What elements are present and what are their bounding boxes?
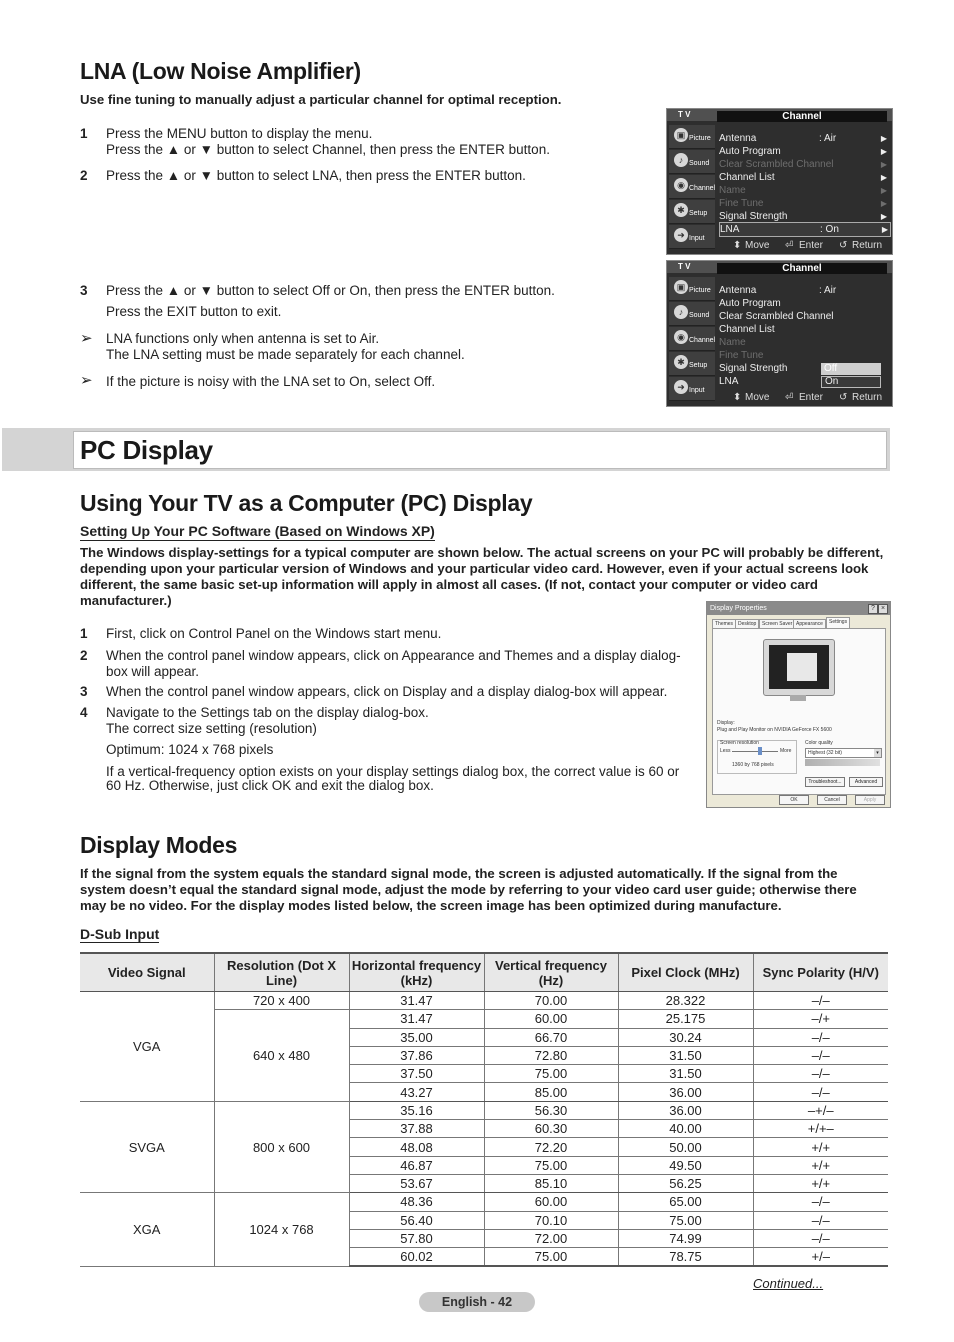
tv-label: T V xyxy=(678,110,691,119)
menu-title: Channel xyxy=(717,263,887,274)
cell-horizontal-frequency: 56.40 xyxy=(349,1211,484,1229)
step-text: First, click on Control Panel on the Windows start menu. xyxy=(106,626,442,641)
cell-vertical-frequency: 75.00 xyxy=(484,1156,618,1174)
step-text: When the control panel window appears, click on Display and a display dialog-box will appear. xyxy=(106,684,668,699)
header-pixel-clock: Pixel Clock (MHz) xyxy=(618,953,753,992)
cell-pixel-clock: 78.75 xyxy=(618,1248,753,1267)
picture-icon: ▣ xyxy=(674,128,688,142)
step-text: Press the MENU button to display the menu. xyxy=(106,126,373,141)
cell-vertical-frequency: 85.00 xyxy=(484,1083,618,1101)
menu-item-fine-tune: Fine Tune ▶ xyxy=(719,198,887,209)
apply-button[interactable]: Apply xyxy=(855,795,885,805)
cell-horizontal-frequency: 35.00 xyxy=(349,1028,484,1046)
arrow-right-icon: ▶ xyxy=(880,173,887,182)
side-item-input[interactable]: ➜ Input xyxy=(669,225,715,249)
resolution-slider-track[interactable] xyxy=(732,751,778,752)
pc-subtitle: Setting Up Your PC Software (Based on Windows XP) xyxy=(80,523,435,539)
cell-vertical-frequency: 60.00 xyxy=(484,1193,618,1211)
cell-sync-polarity: –/– xyxy=(753,1211,888,1229)
menu-item-fine-tune: Fine Tune xyxy=(719,350,764,361)
display-modes-table xyxy=(80,952,888,1267)
setup-icon: ✱ xyxy=(674,203,688,217)
cell-vertical-frequency: 75.00 xyxy=(484,1065,618,1083)
cell-sync-polarity: –/– xyxy=(753,1046,888,1064)
cell-resolution: 800 x 600 xyxy=(214,1101,349,1192)
menu-item-antenna[interactable]: Antenna : Air ▶ xyxy=(719,133,887,144)
arrow-right-icon: ▶ xyxy=(880,134,887,143)
banner-inner xyxy=(73,431,887,469)
cell-sync-polarity: –/– xyxy=(753,1065,888,1083)
more-label: More xyxy=(780,748,792,754)
enter-icon: ⏎ xyxy=(785,240,794,251)
cell-vertical-frequency: 60.30 xyxy=(484,1120,618,1138)
lna-title: LNA (Low Noise Amplifier) xyxy=(80,58,361,84)
cell-pixel-clock: 28.322 xyxy=(618,992,753,1010)
menu-item-antenna[interactable]: Antenna : Air xyxy=(719,285,837,296)
channel-icon: ◉ xyxy=(674,330,688,344)
help-icon[interactable]: ? xyxy=(868,604,878,614)
cell-vertical-frequency: 60.00 xyxy=(484,1010,618,1028)
cell-horizontal-frequency: 57.80 xyxy=(349,1229,484,1247)
menu-footer: ⬍ Move ⏎ Enter ↺ Return xyxy=(733,240,883,251)
header-resolution: Resolution (Dot X Line) xyxy=(214,953,349,992)
monitor-icon xyxy=(763,639,835,696)
step-number: 2 xyxy=(80,168,88,183)
menu-item-channel-list[interactable]: Channel List xyxy=(719,324,775,335)
cell-sync-polarity: –/– xyxy=(753,1083,888,1101)
cell-vertical-frequency: 85.10 xyxy=(484,1174,618,1192)
menu-item-signal-strength[interactable]: Signal Strength ▶ xyxy=(719,211,887,222)
table-header-row xyxy=(80,953,888,992)
cell-vertical-frequency: 56.30 xyxy=(484,1101,618,1119)
input-icon: ➜ xyxy=(674,380,688,394)
cell-resolution: 1024 x 768 xyxy=(214,1193,349,1267)
channel-icon: ◉ xyxy=(674,178,688,192)
cell-vertical-frequency: 72.00 xyxy=(484,1229,618,1247)
resolution-group xyxy=(717,740,797,774)
chevron-down-icon[interactable]: ▾ xyxy=(874,749,881,757)
side-item-setup[interactable]: ✱ Setup xyxy=(669,352,715,376)
arrow-right-icon: ▶ xyxy=(880,212,887,221)
cell-pixel-clock: 25.175 xyxy=(618,1010,753,1028)
tab-desktop[interactable]: Desktop xyxy=(735,619,759,629)
step-number: 3 xyxy=(80,283,88,298)
screen-window xyxy=(787,653,817,681)
menu-item-clear-scrambled: Clear Scrambled Channel ▶ xyxy=(719,159,887,170)
advanced-button[interactable]: Advanced xyxy=(849,777,883,787)
move-icon: ⬍ xyxy=(733,392,742,403)
page-number: English - 42 xyxy=(419,1292,535,1312)
resolution-label: Screen resolution xyxy=(720,740,759,746)
color-quality-label: Color quality xyxy=(805,740,833,746)
step-number: 3 xyxy=(80,684,88,699)
input-icon: ➜ xyxy=(674,228,688,242)
side-item-sound[interactable]: ♪ Sound xyxy=(669,150,715,174)
menu-item-name: Name ▶ xyxy=(719,185,887,196)
lna-intro: Use fine tuning to manually adjust a particular channel for optimal reception. xyxy=(80,92,562,107)
side-item-picture[interactable]: ▣ Picture xyxy=(669,277,715,301)
step-text: When the control panel window appears, click on Appearance and Themes and a display dialog- xyxy=(106,648,681,663)
cell-sync-polarity: –/– xyxy=(753,1229,888,1247)
cell-pixel-clock: 31.50 xyxy=(618,1065,753,1083)
banner-title: PC Display xyxy=(80,435,213,465)
table-body xyxy=(80,992,888,1267)
note-text: LNA functions only when antenna is set to Air. xyxy=(106,331,380,346)
cell-pixel-clock: 36.00 xyxy=(618,1101,753,1119)
cell-horizontal-frequency: 37.88 xyxy=(349,1120,484,1138)
tab-settings[interactable]: Settings xyxy=(826,617,850,629)
step-text: box will appear. xyxy=(106,664,200,679)
cell-video-signal: XGA xyxy=(80,1193,214,1267)
cell-vertical-frequency: 70.10 xyxy=(484,1211,618,1229)
tab-screen-saver[interactable]: Screen Saver xyxy=(759,619,795,629)
cell-horizontal-frequency: 46.87 xyxy=(349,1156,484,1174)
cell-sync-polarity: +/+ xyxy=(753,1174,888,1192)
resolution-value: 1360 by 768 pixels xyxy=(732,762,774,768)
tab-appearance[interactable]: Appearance xyxy=(793,619,826,629)
step-text: Press the ▲ or ▼ button to select LNA, then press the ENTER button. xyxy=(106,168,526,183)
cell-sync-polarity: –/– xyxy=(753,1028,888,1046)
menu-title: Channel xyxy=(717,111,887,122)
monitor-stand xyxy=(790,695,806,701)
note-text: If the picture is noisy with the LNA set to On, select Off. xyxy=(106,374,436,389)
step-text: Optimum: 1024 x 768 pixels xyxy=(106,742,274,757)
move-icon: ⬍ xyxy=(733,240,742,251)
cell-pixel-clock: 50.00 xyxy=(618,1138,753,1156)
sound-icon: ♪ xyxy=(674,305,688,319)
header-horizontal-frequency: Horizontal frequency (kHz) xyxy=(349,953,484,992)
arrow-right-icon: ▶ xyxy=(880,199,887,208)
cell-vertical-frequency: 75.00 xyxy=(484,1248,618,1267)
step-text: Press the ▲ or ▼ button to select Channel, then press the ENTER button. xyxy=(106,142,550,157)
menu-item-auto-program[interactable]: Auto Program ▶ xyxy=(719,146,887,157)
dialog-title: Display Properties xyxy=(710,605,767,612)
dialog-titlebar xyxy=(707,602,890,615)
modes-intro: If the signal from the system equals the standard signal mode, the screen is adjusted automatically. If the signal from the system doesn’t equal the standard signal mode, adjust the mode by referring to your video card user guide; otherwise there may be no video. For the display modes listed below, the screen image has been optimized during manufacture. xyxy=(80,866,857,913)
cell-pixel-clock: 75.00 xyxy=(618,1211,753,1229)
cell-sync-polarity: –/+ xyxy=(753,1010,888,1028)
cell-pixel-clock: 36.00 xyxy=(618,1083,753,1101)
tv-menu-channel-1 xyxy=(666,108,893,255)
lna-option-on[interactable]: On xyxy=(821,376,881,388)
note-arrow-icon: ➢ xyxy=(80,372,93,389)
cell-sync-polarity: –/– xyxy=(753,992,888,1010)
pc-intro: The Windows display-settings for a typical computer are shown below. The actual screens on your PC will probably be different, depending upon your particular version of Windows and your particular video card. However, even if your actual screens look different, the same basic set-up information will apply in almost all cases. (If not, contact your computer or video card manufacturer.) xyxy=(80,545,884,608)
menu-item-channel-list[interactable]: Channel List ▶ xyxy=(719,172,887,183)
less-label: Less xyxy=(720,748,731,754)
display-value: Plug and Play Monitor on NVIDIA GeForce FX 5600 xyxy=(717,727,832,733)
table-row xyxy=(80,1101,888,1119)
return-icon: ↺ xyxy=(839,240,848,251)
color-quality-value: Highest (32 bit) xyxy=(808,750,842,756)
cell-vertical-frequency: 66.70 xyxy=(484,1028,618,1046)
tv-label: T V xyxy=(678,262,691,271)
cancel-button[interactable]: Cancel xyxy=(817,795,847,805)
cell-horizontal-frequency: 53.67 xyxy=(349,1174,484,1192)
cell-video-signal: VGA xyxy=(80,992,214,1102)
cell-horizontal-frequency: 43.27 xyxy=(349,1083,484,1101)
continued-label: Continued... xyxy=(753,1276,824,1291)
cell-vertical-frequency: 72.80 xyxy=(484,1046,618,1064)
sound-icon: ♪ xyxy=(674,153,688,167)
cell-pixel-clock: 56.25 xyxy=(618,1174,753,1192)
cell-sync-polarity: +/– xyxy=(753,1248,888,1267)
cell-horizontal-frequency: 48.36 xyxy=(349,1193,484,1211)
table-row xyxy=(80,992,888,1010)
pc-title: Using Your TV as a Computer (PC) Display xyxy=(80,490,533,516)
step-text: Press the ▲ or ▼ button to select Off or On, then press the ENTER button. xyxy=(106,283,555,298)
note-text: The LNA setting must be made separately for each channel. xyxy=(106,347,465,362)
color-quality-select[interactable] xyxy=(805,748,882,758)
cell-sync-polarity: +/+ xyxy=(753,1156,888,1174)
cell-resolution: 720 x 400 xyxy=(214,992,349,1010)
setup-icon: ✱ xyxy=(674,355,688,369)
side-item-input[interactable]: ➜ Input xyxy=(669,377,715,401)
arrow-right-icon: ▶ xyxy=(880,160,887,169)
header-video-signal: Video Signal xyxy=(80,953,214,992)
cell-sync-polarity: –/– xyxy=(753,1193,888,1211)
display-label: Display: xyxy=(717,720,735,726)
step-text: Navigate to the Settings tab on the display dialog-box. xyxy=(106,705,429,720)
menu-footer: ⬍ Move ⏎ Enter ↺ Return xyxy=(733,392,883,403)
section-banner xyxy=(2,428,890,471)
enter-icon: ⏎ xyxy=(785,392,794,403)
step-text: 60 Hz. Otherwise, just click OK and exit the dialog box. xyxy=(106,778,434,793)
cell-pixel-clock: 31.50 xyxy=(618,1046,753,1064)
arrow-right-icon: ▶ xyxy=(881,225,888,234)
cell-horizontal-frequency: 37.86 xyxy=(349,1046,484,1064)
cell-horizontal-frequency: 48.08 xyxy=(349,1138,484,1156)
cell-horizontal-frequency: 31.47 xyxy=(349,1010,484,1028)
cell-sync-polarity: –+/– xyxy=(753,1101,888,1119)
color-bar xyxy=(805,759,880,766)
menu-item-signal-strength[interactable]: Signal Strength xyxy=(719,363,788,374)
arrow-right-icon: ▶ xyxy=(880,186,887,195)
side-item-setup[interactable]: ✱ Setup xyxy=(669,200,715,224)
close-icon[interactable]: × xyxy=(878,604,888,614)
step-number: 1 xyxy=(80,126,88,141)
cell-horizontal-frequency: 37.50 xyxy=(349,1065,484,1083)
cell-horizontal-frequency: 60.02 xyxy=(349,1248,484,1267)
menu-item-lna[interactable]: LNA xyxy=(719,376,739,387)
cell-vertical-frequency: 72.20 xyxy=(484,1138,618,1156)
ok-button[interactable]: OK xyxy=(779,795,809,805)
cell-pixel-clock: 30.24 xyxy=(618,1028,753,1046)
menu-item-name: Name xyxy=(719,337,746,348)
cell-resolution: 640 x 480 xyxy=(214,1010,349,1101)
side-item-sound[interactable]: ♪ Sound xyxy=(669,302,715,326)
cell-horizontal-frequency: 35.16 xyxy=(349,1101,484,1119)
step-number: 1 xyxy=(80,626,88,641)
cell-horizontal-frequency: 31.47 xyxy=(349,992,484,1010)
menu-item-auto-program[interactable]: Auto Program xyxy=(719,298,781,309)
modes-title: Display Modes xyxy=(80,832,238,858)
side-item-channel[interactable]: ◉ Channel xyxy=(669,327,715,351)
resolution-slider-handle[interactable] xyxy=(758,747,762,755)
arrow-right-icon: ▶ xyxy=(880,147,887,156)
cell-pixel-clock: 65.00 xyxy=(618,1193,753,1211)
side-item-channel[interactable]: ◉ Channel xyxy=(669,175,715,199)
step-text: The correct size setting (resolution) xyxy=(106,721,317,736)
side-item-picture[interactable]: ▣ Picture xyxy=(669,125,715,149)
cell-sync-polarity: +/+– xyxy=(753,1120,888,1138)
cell-vertical-frequency: 70.00 xyxy=(484,992,618,1010)
cell-pixel-clock: 74.99 xyxy=(618,1229,753,1247)
note-arrow-icon: ➢ xyxy=(80,330,93,347)
dsub-heading: D-Sub Input xyxy=(80,926,160,942)
cell-video-signal: SVGA xyxy=(80,1101,214,1192)
step-text: Press the EXIT button to exit. xyxy=(106,304,282,319)
step-number: 2 xyxy=(80,648,88,663)
display-properties-dialog xyxy=(706,601,891,808)
menu-item-clear-scrambled[interactable]: Clear Scrambled Channel xyxy=(719,311,834,322)
troubleshoot-button[interactable]: Troubleshoot... xyxy=(805,777,845,787)
header-sync-polarity: Sync Polarity (H/V) xyxy=(753,953,888,992)
header-vertical-frequency: Vertical frequency (Hz) xyxy=(484,953,618,992)
menu-item-lna[interactable]: LNA : On ▶ xyxy=(719,222,891,237)
settings-panel xyxy=(712,628,886,795)
cell-sync-polarity: +/+ xyxy=(753,1138,888,1156)
cell-pixel-clock: 49.50 xyxy=(618,1156,753,1174)
step-number: 4 xyxy=(80,705,88,720)
cell-pixel-clock: 40.00 xyxy=(618,1120,753,1138)
table-row xyxy=(80,1193,888,1211)
monitor-screen xyxy=(769,645,829,689)
return-icon: ↺ xyxy=(839,392,848,403)
lna-option-off[interactable]: Off xyxy=(821,363,881,375)
picture-icon: ▣ xyxy=(674,280,688,294)
step-text: If a vertical-frequency option exists on your display settings dialog box, the correct value is 60 or xyxy=(106,764,680,779)
tab-themes[interactable]: Themes xyxy=(712,619,736,629)
tv-menu-channel-2 xyxy=(666,260,893,407)
